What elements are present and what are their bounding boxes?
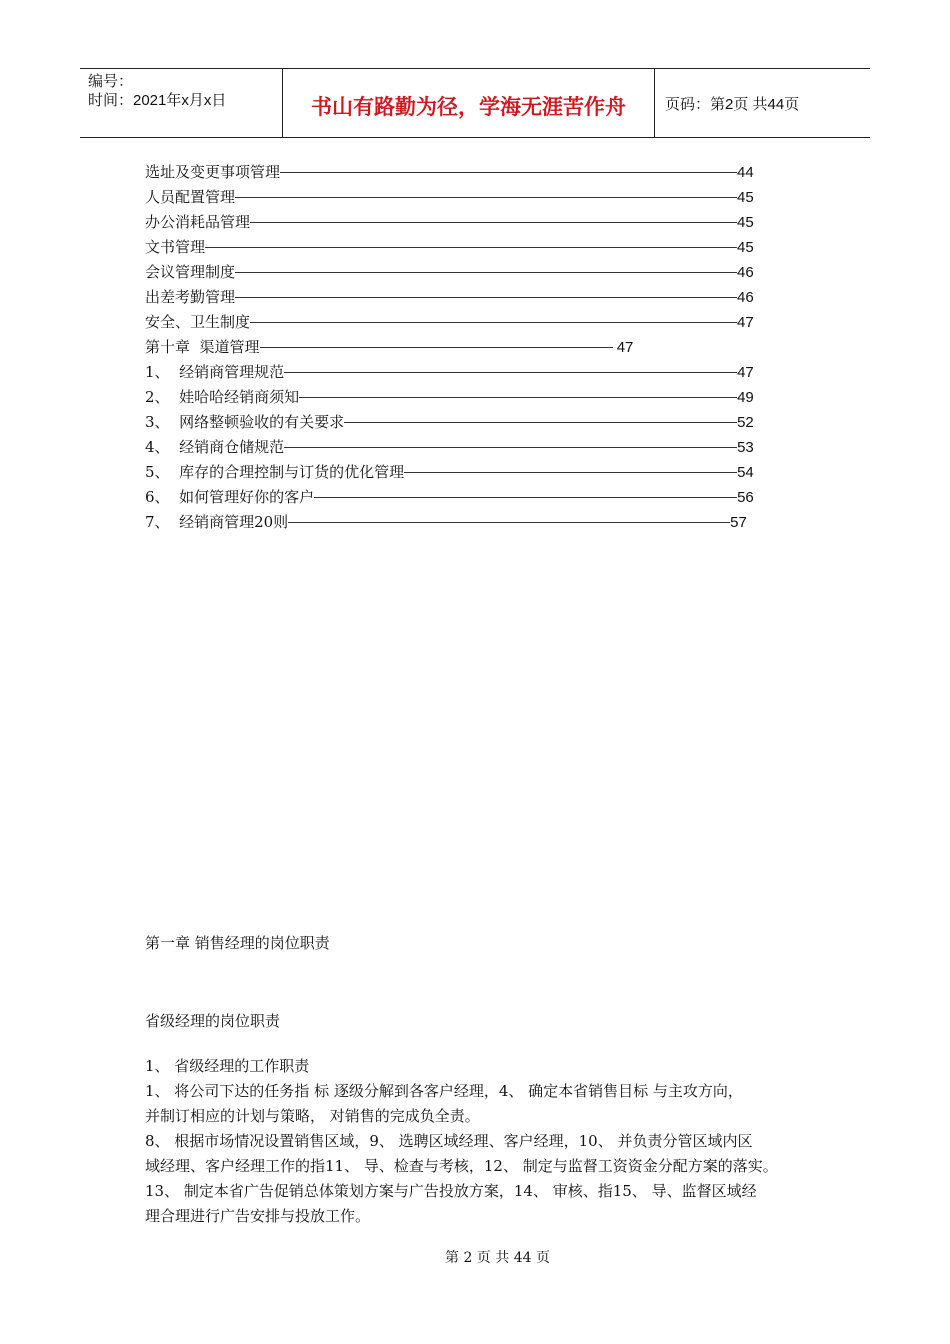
toc-entry-page: 53 [737, 439, 754, 456]
toc-entry-page: 44 [737, 164, 754, 181]
toc-entry-label: 3、 网络整顿验收的有关要求 [145, 413, 345, 431]
toc-entry[interactable] [145, 310, 765, 335]
toc-leader-line [314, 485, 737, 510]
toc-leader-line [260, 335, 613, 360]
toc-entry[interactable] [145, 285, 765, 310]
toc-leader-line [250, 310, 737, 335]
toc-entry[interactable] [145, 485, 765, 510]
toc-entry[interactable] [145, 260, 765, 285]
toc-entry-page: 46 [737, 264, 754, 281]
toc-leader-line [235, 260, 737, 285]
toc-entry[interactable] [145, 160, 765, 185]
toc-entry[interactable] [145, 335, 765, 360]
toc-entry-label: 7、 经销商管理20则 [145, 513, 289, 531]
toc-entry-label: 安全、卫生制度 [145, 313, 251, 331]
document-time-label: 时间：2021年x月x日 [88, 92, 227, 109]
header-motto: 书山有路勤为径，学海无涯苦作舟 [311, 95, 626, 119]
toc-entry[interactable] [145, 435, 765, 460]
toc-entry[interactable] [145, 235, 765, 260]
toc-entry[interactable] [145, 460, 765, 485]
toc-entry-label: 出差考勤管理 [145, 288, 236, 306]
toc-leader-line [284, 360, 737, 385]
document-number-label: 编号： [88, 73, 134, 90]
toc-leader-line [288, 510, 730, 535]
paragraph-line: 8、 根据市场情况设置销售区域，9、 选聘区域经理、客户经理，10、 并负责分管区域内区 [145, 1132, 753, 1150]
toc-entry[interactable] [145, 360, 765, 385]
toc-entry-page: 46 [737, 289, 754, 306]
toc-leader-line [299, 385, 737, 410]
toc-leader-line [280, 160, 737, 185]
toc-entry-page: 52 [737, 414, 754, 431]
toc-entry-page: 57 [730, 514, 747, 531]
section-title: 省级经理的岗位职责 [145, 1012, 281, 1030]
paragraph-line: 1、 将公司下达的任务指 标 逐级分解到各客户经理，4、 确定本省销售目标 与主攻方向， [145, 1082, 743, 1100]
toc-entry-label: 6、 如何管理好你的客户 [145, 488, 315, 506]
toc-entry-page: 56 [737, 489, 754, 506]
header-motto-cell [283, 69, 655, 137]
toc-leader-line [235, 285, 737, 310]
toc-entry-page: 49 [737, 389, 754, 406]
toc-entry[interactable] [145, 510, 765, 535]
page-footer: 第 2 页 共 44 页 [445, 1250, 550, 1266]
toc-entry-label: 会议管理制度 [145, 263, 236, 281]
paragraph-line: 理合理进行广告安排与投放工作。 [145, 1207, 371, 1225]
toc-entry-page: 47 [612, 339, 634, 356]
toc-entry-page: 54 [737, 464, 754, 481]
toc-entry-label: 选址及变更事项管理 [145, 163, 281, 181]
header-meta [80, 69, 283, 137]
paragraph-line: 13、 制定本省广告促销总体策划方案与广告投放方案，14、 审核、指15、 导、监督区域经 [145, 1182, 757, 1200]
toc-entry-label: 5、 库存的合理控制与订货的优化管理 [145, 463, 405, 481]
toc-entry[interactable] [145, 210, 765, 235]
toc-entry[interactable] [145, 385, 765, 410]
toc-entry-label: 办公消耗品管理 [145, 213, 251, 231]
toc-entry-page: 47 [737, 364, 754, 381]
header-page-cell [655, 69, 870, 137]
toc-leader-line [205, 235, 737, 260]
toc-entry-label: 1、 经销商管理规范 [145, 363, 285, 381]
toc-entry-label: 2、 娃哈哈经销商须知 [145, 388, 300, 406]
toc-entry[interactable] [145, 185, 765, 210]
toc-entry-label: 第十章 渠道管理 [145, 338, 260, 356]
toc-entry-label: 4、 经销商仓储规范 [145, 438, 285, 456]
toc-leader-line [250, 210, 737, 235]
toc-entry-page: 45 [737, 214, 754, 231]
toc-leader-line [284, 435, 737, 460]
item-heading: 1、 省级经理的工作职责 [145, 1057, 310, 1075]
paragraph-line: 域经理、客户经理工作的指11、 导、检查与考核，12、 制定与监督工资资金分配方案的落实。 [145, 1157, 778, 1175]
toc-entry-label: 人员配置管理 [145, 188, 236, 206]
toc-entry-page: 47 [737, 314, 754, 331]
paragraph-line: 并制订相应的计划与策略， 对销售的完成负全责。 [145, 1107, 480, 1125]
table-of-contents [145, 160, 765, 535]
toc-leader-line [235, 185, 737, 210]
toc-entry-page: 45 [737, 239, 754, 256]
toc-leader-line [404, 460, 737, 485]
toc-entry-label: 文书管理 [145, 238, 206, 256]
chapter-title: 第一章 销售经理的岗位职责 [145, 934, 330, 952]
toc-leader-line [344, 410, 737, 435]
toc-entry[interactable] [145, 410, 765, 435]
page-header [80, 68, 870, 138]
toc-entry-page: 45 [737, 189, 754, 206]
header-page-info: 页码：第2页 共44页 [665, 96, 800, 113]
